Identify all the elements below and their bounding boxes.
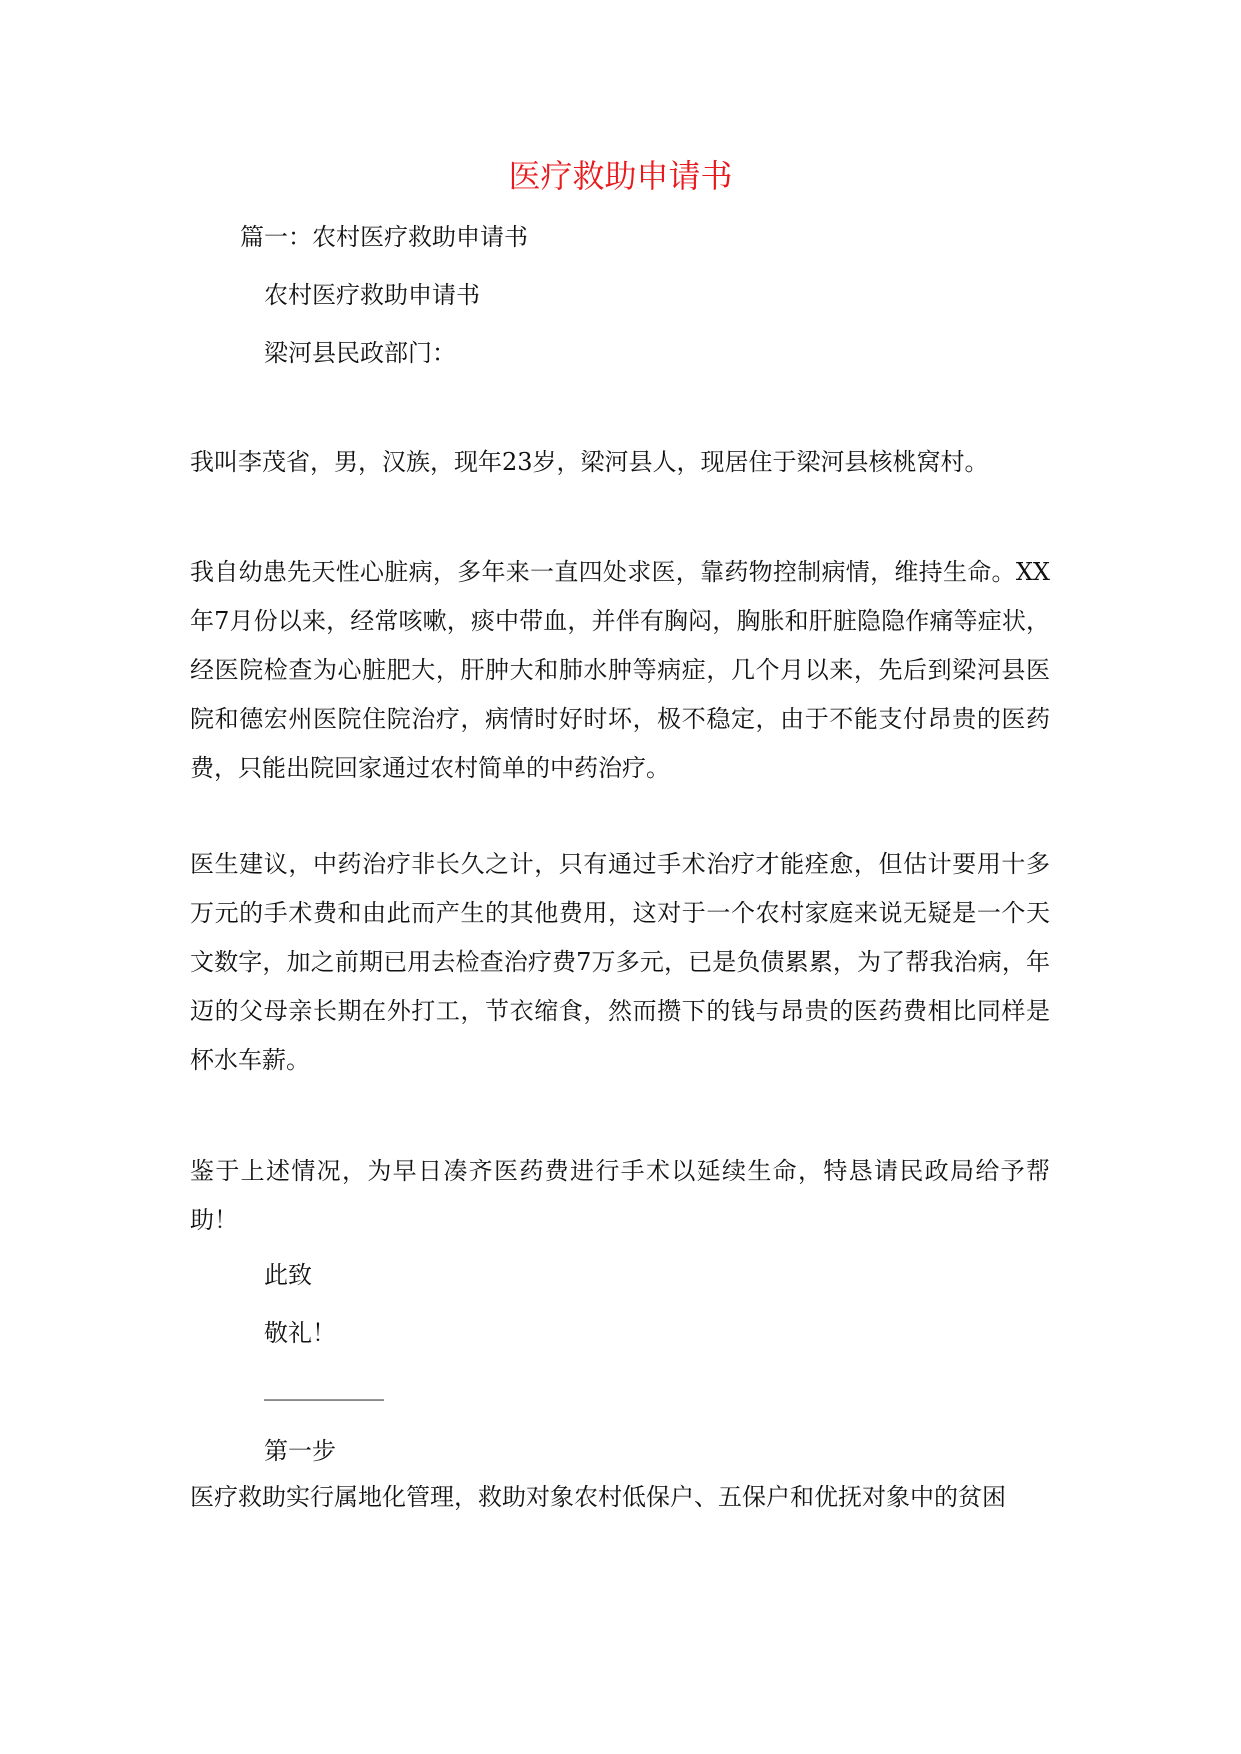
letter-subtitle: 农村医疗救助申请书	[264, 281, 480, 309]
paragraph-request: 鉴于上述情况，为早日凑齐医药费进行手术以延续生命，特恳请民政局给予帮助！	[190, 1157, 1050, 1234]
paragraph-doctor-advice: 医生建议，中药治疗非长久之计，只有通过手术治疗才能痊愈，但估计要用十多万元的手术费和由此而产生的其他费用，这对于一个农村家庭来说无疑是一个天文数字，加之前期已用去检查治疗费7万多元，已是负债累累，为了帮我治病，年迈的父母亲长期在外打工，节衣缩食，然而攒下的钱与昂贵的医药费相比同样是杯水车薪。	[190, 850, 1050, 1074]
closing-salutation: 此致	[264, 1261, 312, 1289]
step-heading: 第一步	[264, 1437, 336, 1465]
separator-line: __________	[264, 1373, 384, 1401]
letter-recipient: 梁河县民政部门：	[264, 339, 456, 367]
document-title: 医疗救助申请书	[508, 157, 733, 195]
paragraph-introduction: 我叫李茂省，男，汉族，现年23岁，梁河县人，现居住于梁河县核桃窝村。	[190, 448, 989, 476]
paragraph-medical-history: 我自幼患先天性心脏病，多年来一直四处求医，靠药物控制病情，维持生命。XX年7月份以来，经常咳嗽，痰中带血，并伴有胸闷，胸胀和肝脏隐隐作痛等症状，经医院检查为心脏肥大，肝肿大和肺水肿等病症，几个月以来，先后到梁河县医院和德宏州医院住院治疗，病情时好时坏，极不稳定，由于不能支付昂贵的医药费，只能出院回家通过农村简单的中药治疗。	[190, 558, 1050, 782]
section-heading: 篇一：农村医疗救助申请书	[240, 223, 528, 251]
closing-regards: 敬礼！	[264, 1319, 336, 1347]
step-text: 医疗救助实行属地化管理，救助对象农村低保户、五保户和优抚对象中的贫困	[190, 1483, 1006, 1511]
